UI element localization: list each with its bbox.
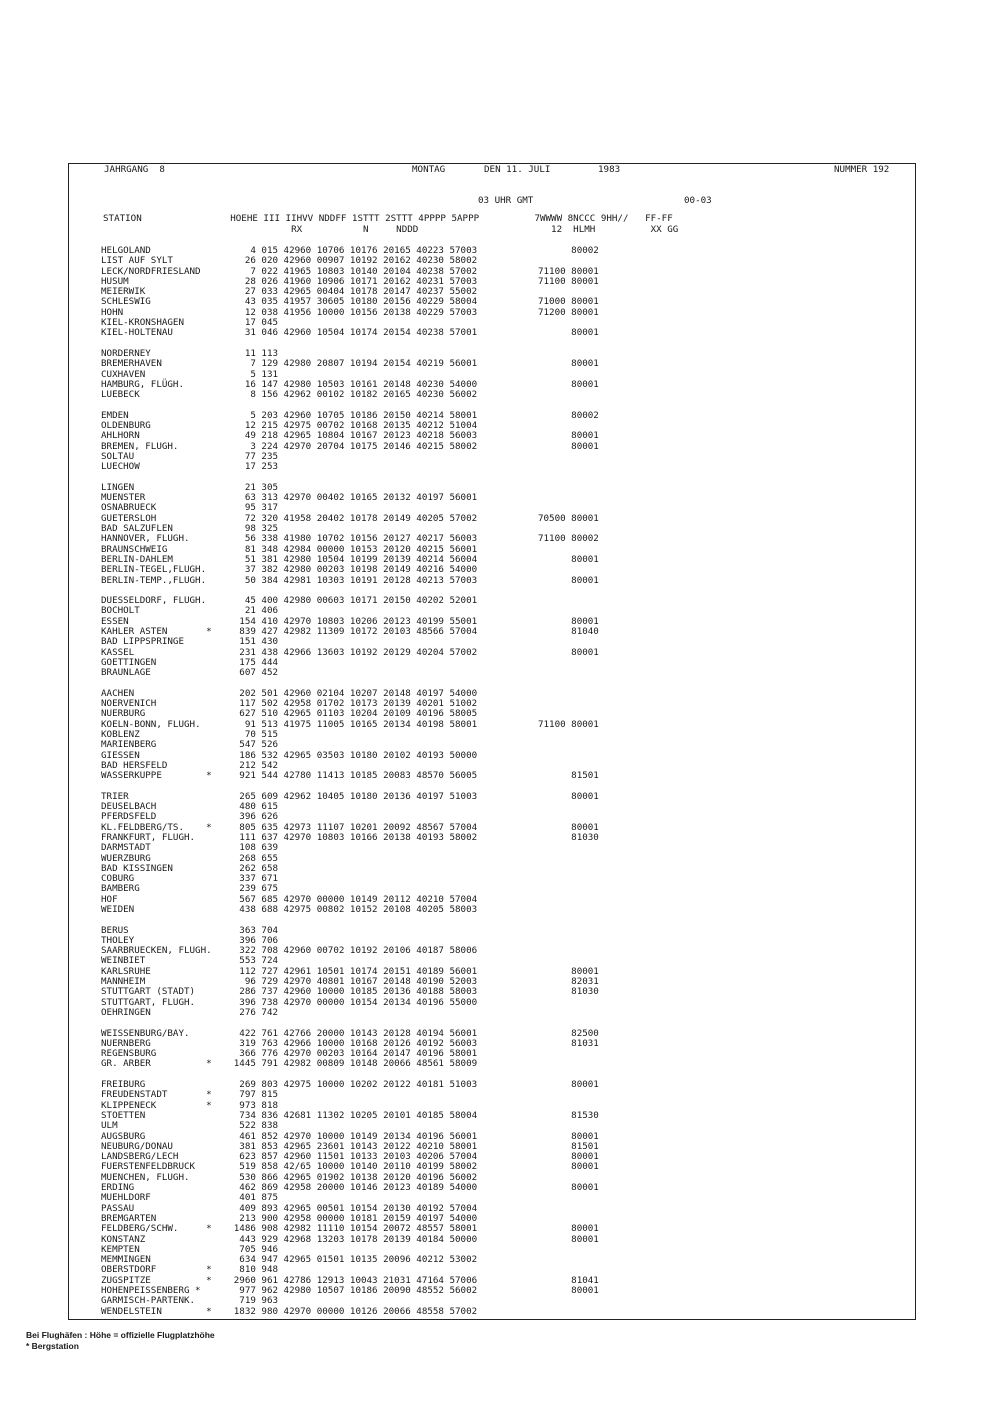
station-row: REGENSBURG 366 776 42970 00203 10164 20147 40196 58001 [101,1048,478,1060]
station-row: KIEL-HOLTENAU 31 046 42960 10504 10174 20154 40238 57001 80001 [101,327,599,339]
station-row: PASSAU 409 893 42965 00501 10154 20130 40192 57004 [101,1202,478,1214]
station-row: WENDELSTEIN * 1832 980 42970 00000 10126 20066 48558 57002 [101,1305,478,1317]
station-row: WASSERKUPPE * 921 544 42780 11413 10185 20083 48570 56005 81501 [101,770,599,782]
station-table [101,246,599,1317]
station-row: NUERBURG 627 510 42965 01103 10204 20109 40196 58005 [101,708,478,720]
station-row: BERLIN-TEGEL,FLUGH. 37 382 42980 00203 10198 20149 40216 54000 [101,564,478,576]
station-row: OLDENBURG 12 215 42975 00702 10168 20135 40212 51004 [101,420,478,432]
station-row: FRANKFURT, FLUGH. 111 637 42970 10803 10166 20138 40193 58002 81030 [101,831,599,843]
station-row: DEUSELBACH 480 615 [101,801,279,813]
station-row: KLIPPENECK * 973 818 [101,1099,279,1111]
station-row: LINGEN 21 305 [101,481,279,493]
station-row: LECK/NORDFRIESLAND 7 022 41965 10803 10140 20104 40238 57002 71100 80001 [101,265,599,277]
station-row: MARIENBERG 547 526 [101,739,279,751]
station-row: BREMEN, FLUGH. 3 224 42970 20704 10175 20146 40215 58002 80001 [101,440,599,452]
station-row: BAD LIPPSPRINGE 151 430 [101,636,279,648]
station-row: FREIBURG 269 803 42975 10000 10202 20122 40181 51003 80001 [101,1079,599,1091]
station-row: KAHLER ASTEN * 839 427 42982 11309 10172 20103 48566 57004 81040 [101,625,599,637]
footnotes [26,1330,215,1352]
station-row: LANDSBERG/LECH 623 857 42960 11501 10133 20103 40206 57004 80001 [101,1151,599,1163]
station-row: OBERSTDORF * 810 948 [101,1264,279,1276]
station-row: AHLHORN 49 218 42965 10804 10167 20123 40218 56003 80001 [101,430,599,442]
station-row: MEMMINGEN 634 947 42965 01501 10135 20096 40212 53002 [101,1254,478,1266]
station-row: MUENSTER 63 313 42970 00402 10165 20132 40197 56001 [101,492,478,504]
weekday-label: MONTAG [412,164,446,175]
column-header-line-2: RX N NDDD 12 HLMH XX GG [103,224,679,235]
station-row: LUECHOW 17 253 [101,461,279,473]
observation-time-range: 00-03 [684,195,712,206]
station-row: AUGSBURG 461 852 42970 10000 10149 20134 40196 56001 80001 [101,1130,599,1142]
station-row: BRAUNSCHWEIG 81 348 42984 00000 10153 20120 40215 56001 [101,543,478,555]
station-row: KONSTANZ 443 929 42968 13203 10178 20139 40184 50000 80001 [101,1233,599,1245]
station-row: ULM 522 838 [101,1120,279,1132]
station-row: MUEHLDORF 401 875 [101,1192,279,1204]
year-label: 1983 [598,164,621,175]
station-row: MANNHEIM 96 729 42970 40801 10167 20148 40190 52003 82031 [101,976,599,988]
station-row: NOERVENICH 117 502 42958 01702 10173 20139 40201 51002 [101,698,478,710]
station-row: BAD KISSINGEN 262 658 [101,862,279,874]
station-row: BRAUNLAGE 607 452 [101,667,279,679]
station-row: BREMGARTEN 213 900 42958 00000 10181 20159 40197 54000 [101,1212,478,1224]
station-row: MEIERWIK 27 033 42965 00404 10178 20147 40237 55002 [101,286,478,298]
station-row: KEMPTEN 705 946 [101,1243,279,1255]
station-row: NUERNBERG 319 763 42966 10000 10168 20126 40192 56003 81031 [101,1037,599,1049]
station-row: HOHN 12 038 41956 10000 10156 20138 40229 57003 71200 80001 [101,306,599,318]
station-row: PFERDSFELD 396 626 [101,811,279,823]
station-row: BERUS 363 704 [101,924,279,936]
station-row: STOETTEN 734 836 42681 11302 10205 20101 40185 58004 81530 [101,1109,599,1121]
observation-time: 03 UHR GMT [478,195,534,206]
station-row: WEIDEN 438 688 42975 00802 10152 20108 40205 58003 [101,904,478,915]
station-row: HOHENPEISSENBERG * 977 962 42980 10507 10186 20090 48552 56002 80001 [101,1284,599,1296]
station-row: KASSEL 231 438 42966 13603 10192 20129 40204 57002 80001 [101,646,599,658]
station-row: BERLIN-DAHLEM 51 381 42980 10504 10199 20139 40214 56004 80001 [101,553,599,565]
station-row: EMDEN 5 203 42960 10705 10186 20150 40214 58001 80002 [101,409,599,421]
station-row: HOF 567 685 42970 00000 10149 20112 40210 57004 [101,893,478,905]
station-row: HANNOVER, FLUGH. 56 338 41980 10702 10156 20127 40217 56003 71100 80002 [101,533,599,545]
station-row: ZUGSPITZE * 2960 961 42786 12913 10043 21031 47164 57006 81041 [101,1274,599,1286]
footnote-airports: Bei Flughäfen : Höhe = offizielle Flugplatzhöhe [26,1330,215,1340]
station-row: BAMBERG 239 675 [101,883,279,895]
station-row: FUERSTENFELDBRUCK 519 858 42/65 10000 10140 20110 40199 58002 80001 [101,1161,599,1173]
footnote-mountain-station: * Bergstation [26,1341,79,1351]
station-row: FREUDENSTADT * 797 815 [101,1089,279,1101]
station-row: HELGOLAND 4 015 42960 10706 10176 20165 40223 57003 80002 [101,245,599,256]
station-row: OSNABRUECK 95 317 [101,502,279,514]
station-row: BAD SALZUFLEN 98 325 [101,523,279,535]
station-row: KOELN-BONN, FLUGH. 91 513 41975 11005 10165 20134 40198 58001 71100 80001 [101,718,599,730]
station-row: SCHLESWIG 43 035 41957 30605 10180 20156 40229 58004 71000 80001 [101,296,599,308]
station-row: DARMSTADT 108 639 [101,842,279,854]
station-row: SOLTAU 77 235 [101,450,279,462]
station-row: GOETTINGEN 175 444 [101,656,279,668]
station-row: BOCHOLT 21 406 [101,605,279,617]
station-row: OEHRINGEN 276 742 [101,1006,279,1018]
station-row: AACHEN 202 501 42960 02104 10207 20148 40197 54000 [101,687,478,699]
station-row: GIESSEN 186 532 42965 03503 10180 20102 40193 50000 [101,749,478,761]
station-row: KOBLENZ 70 515 [101,728,279,740]
jahrgang-label: JAHRGANG 8 [104,164,165,175]
column-header-line-1: STATION HOEHE III IIHVV NDDFF 1STTT 2STTT 4PPPP 5APPP 7WWWW 8NCCC 9HH// FF-FF [103,213,673,224]
station-row: LIST AUF SYLT 26 020 42960 00907 10192 20162 40230 58002 [101,255,478,267]
station-row: HUSUM 28 026 41960 10906 10171 20162 40231 57003 71100 80001 [101,275,599,287]
station-row: ERDING 462 869 42958 20000 10146 20123 40189 54000 80001 [101,1182,599,1194]
station-row: STUTTGART, FLUGH. 396 738 42970 00000 10154 20134 40196 55000 [101,996,478,1008]
station-row: CUXHAVEN 5 131 [101,368,279,380]
station-row: MUENCHEN, FLUGH. 530 866 42965 01902 10138 20120 40196 56002 [101,1171,478,1183]
station-row: ESSEN 154 410 42970 10803 10206 20123 40199 55001 80001 [101,615,599,627]
station-row: TRIER 265 609 42962 10405 10180 20136 40197 51003 80001 [101,790,599,802]
station-row: KL.FELDBERG/TS. * 805 635 42973 11107 10201 20092 48567 57004 80001 [101,821,599,833]
station-row: GARMISCH-PARTENK. 719 963 [101,1295,279,1307]
station-row: NORDERNEY 11 113 [101,347,279,359]
station-row: GR. ARBER * 1445 791 42982 00809 10148 20066 48561 58009 [101,1058,478,1070]
station-row: GUETERSLOH 72 320 41958 20402 10178 20149 40205 57002 70500 80001 [101,512,599,524]
date-label: DEN 11. JULI [484,164,551,175]
station-row: NEUBURG/DONAU 381 853 42965 23601 10143 20122 40210 58001 81501 [101,1140,599,1152]
station-row: COBURG 337 671 [101,873,279,885]
station-row: BERLIN-TEMP.,FLUGH. 50 384 42981 10303 10191 20128 40213 57003 80001 [101,574,599,586]
station-row: WEINBIET 553 724 [101,955,279,967]
station-row: THOLEY 396 706 [101,934,279,946]
issue-number: NUMMER 192 [834,164,890,175]
station-row: WUERZBURG 268 655 [101,852,279,864]
station-row: HAMBURG, FLÜGH. 16 147 42980 10503 10161 20148 40230 54000 80001 [101,378,599,390]
station-row: SAARBRUECKEN, FLUGH. 322 708 42960 00702 10192 20106 40187 58006 [101,945,478,957]
station-row: FELDBERG/SCHW. * 1486 908 42982 11110 10154 20072 48557 58001 80001 [101,1223,599,1235]
station-row: LUEBECK 8 156 42962 00102 10182 20165 40230 56002 [101,389,478,401]
station-row: KARLSRUHE 112 727 42961 10501 10174 20151 40189 56001 80001 [101,965,599,977]
station-row: BAD HERSFELD 212 542 [101,759,279,771]
station-row: DUESSELDORF, FLUGH. 45 400 42980 00603 10171 20150 40202 52001 [101,595,478,607]
station-row: STUTTGART (STADT) 286 737 42960 10000 10185 20136 40188 58003 81030 [101,986,599,998]
station-row: KIEL-KRONSHAGEN 17 045 [101,317,279,329]
station-row: BREMERHAVEN 7 129 42980 20807 10194 20154 40219 56001 80001 [101,358,599,370]
station-row: WEISSENBURG/BAY. 422 761 42766 20000 10143 20128 40194 56001 82500 [101,1027,599,1039]
